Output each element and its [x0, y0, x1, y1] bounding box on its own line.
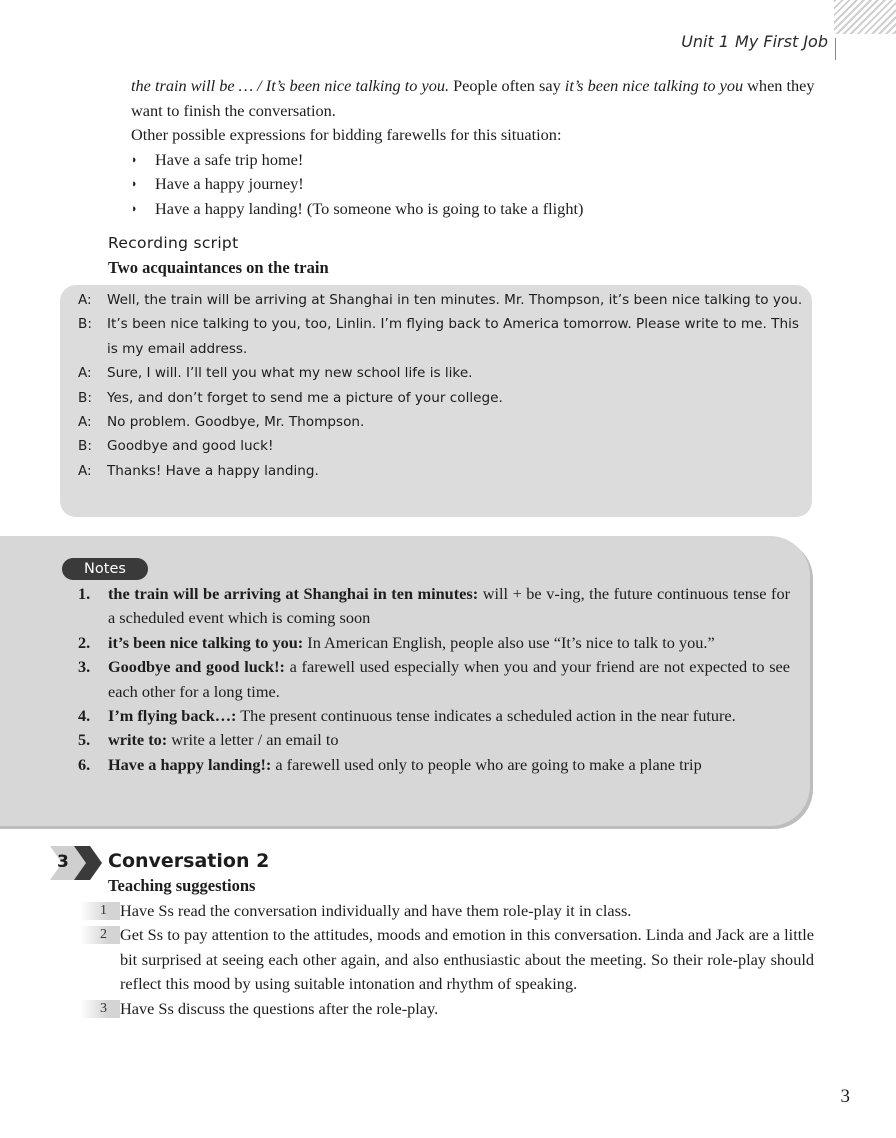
note-text: a farewell used especially when you and your friend are not expected to see each other for a long time. [108, 657, 790, 701]
header-title: My First Job [735, 32, 828, 51]
note-number: 1. [78, 584, 91, 603]
speaker-label: A: [78, 414, 92, 431]
dialogue-line [78, 386, 803, 410]
note-item [78, 728, 790, 752]
list-item-text: Have a happy journey! [155, 174, 304, 193]
speech-text: Sure, I will. I’ll tell you what my new school life is like. [107, 365, 473, 382]
dialogue-line [78, 288, 803, 312]
dialogue-line [78, 459, 803, 483]
notes-tab: Notes [62, 558, 148, 580]
note-number: 6. [78, 754, 91, 774]
bullet-icon: ◗ [131, 202, 138, 215]
farewell-list [131, 148, 831, 222]
note-number: 3. [78, 657, 91, 677]
note-term: Have a happy landing!: [108, 754, 272, 774]
bullet-icon: ◗ [131, 153, 138, 166]
intro-italic-1: the train will be … / It’s been nice talking to you. [131, 76, 450, 95]
speaker-label: A: [78, 365, 92, 382]
note-item [78, 753, 790, 777]
step-item [80, 899, 814, 923]
section-number: 3 [57, 852, 69, 872]
note-body [108, 582, 790, 631]
speaker-label: A: [78, 292, 92, 308]
note-number: 2. [78, 632, 91, 652]
step-number: 3 [80, 1000, 120, 1018]
note-text: The present continuous tense indicates a scheduled action in the near future. [236, 706, 736, 726]
note-item [78, 655, 790, 704]
list-item [131, 197, 831, 222]
note-body [108, 655, 790, 704]
speech-text: No problem. Goodbye, Mr. Thompson. [107, 414, 365, 431]
recording-title: Two acquaintances on the train [108, 258, 329, 277]
list-item [131, 172, 831, 197]
list-item-text: Have a happy landing! (To someone who is going to take a flight) [155, 198, 584, 218]
step-text: Have Ss read the conversation individually and have them role-play it in class. [120, 901, 632, 920]
note-number: 4. [78, 706, 91, 726]
dialogue [78, 288, 803, 483]
speech-text: Thanks! Have a happy landing. [107, 462, 319, 479]
running-header [681, 32, 828, 51]
note-body [108, 704, 790, 728]
speech-text: Well, the train will be arriving at Shanghai in ten minutes. Mr. Thompson, it’s been nice talking to you. [107, 292, 803, 308]
speaker-label: A: [78, 462, 92, 479]
intro-farewells-lead: Other possible expressions for bidding farewells for this situation: [131, 125, 562, 144]
speaker-label: B: [78, 389, 92, 406]
note-item [78, 704, 790, 728]
header-rule [835, 38, 836, 60]
speech-text: It’s been nice talking to you, too, Linlin. I’m flying back to America tomorrow. Please write to me. This is my email address. [107, 316, 799, 357]
intro-section [131, 74, 831, 221]
list-item-text: Have a safe trip home! [155, 149, 304, 169]
step-item [80, 997, 814, 1021]
section-title: Conversation 2 [108, 850, 270, 872]
note-body [108, 728, 790, 752]
bullet-icon: ◗ [131, 178, 138, 190]
speech-text: Goodbye and good luck! [107, 438, 274, 455]
note-text: will + be v-ing, the future continuous tense for a scheduled event which is coming soon [108, 584, 791, 628]
note-number: 5. [78, 730, 91, 750]
teaching-suggestions-label: Teaching suggestions [108, 876, 256, 895]
note-body [108, 631, 790, 655]
note-item [78, 631, 790, 655]
intro-italic-2: it’s been nice talking to you [564, 76, 744, 95]
speaker-label: B: [78, 316, 92, 333]
note-term: it’s been nice talking to you: [108, 632, 304, 652]
step-number: 2 [80, 926, 120, 944]
speaker-label: B: [78, 438, 92, 455]
note-item [78, 582, 790, 631]
step-text: Get Ss to pay attention to the attitudes, moods and emotion in this conversation. Linda and Jack are a little bit surprised at seeing each other again, and also enthusiastic about the meeting. So their role-play should reflect this mood by using suitable intonation and rhythm of speaking. [120, 925, 814, 994]
step-text: Have Ss discuss the questions after the role-play. [120, 998, 439, 1018]
step-number: 1 [80, 902, 120, 920]
corner-hatch-decoration [834, 0, 896, 34]
list-item [131, 148, 831, 173]
note-body [108, 753, 790, 777]
notes-list [78, 582, 790, 777]
note-text: In American English, people also use “It’s nice to talk to you.” [303, 632, 715, 652]
note-text: write a letter / an email to [167, 730, 339, 750]
dialogue-line [78, 312, 803, 361]
note-text: a farewell used only to people who are going to make a plane trip [271, 754, 702, 774]
note-term: write to: [108, 730, 168, 750]
header-unit: Unit 1 [681, 32, 730, 51]
note-term: the train will be arriving at Shanghai in ten minutes: [108, 584, 479, 603]
page-number: 3 [840, 1086, 850, 1107]
intro-text-2: when they want to finish the conversation. [131, 76, 815, 120]
note-term: Goodbye and good luck!: [108, 657, 285, 677]
teaching-steps [80, 899, 814, 1021]
recording-script-label: Recording script [108, 234, 239, 252]
intro-paragraph [131, 74, 831, 123]
speech-text: Yes, and don’t forget to send me a picture of your college. [107, 389, 503, 406]
note-term: I’m flying back…: [108, 706, 237, 726]
dialogue-line [78, 410, 803, 434]
dialogue-line [78, 361, 803, 385]
intro-text-1: People often say [449, 76, 565, 95]
step-item [80, 923, 814, 996]
dialogue-line [78, 434, 803, 458]
